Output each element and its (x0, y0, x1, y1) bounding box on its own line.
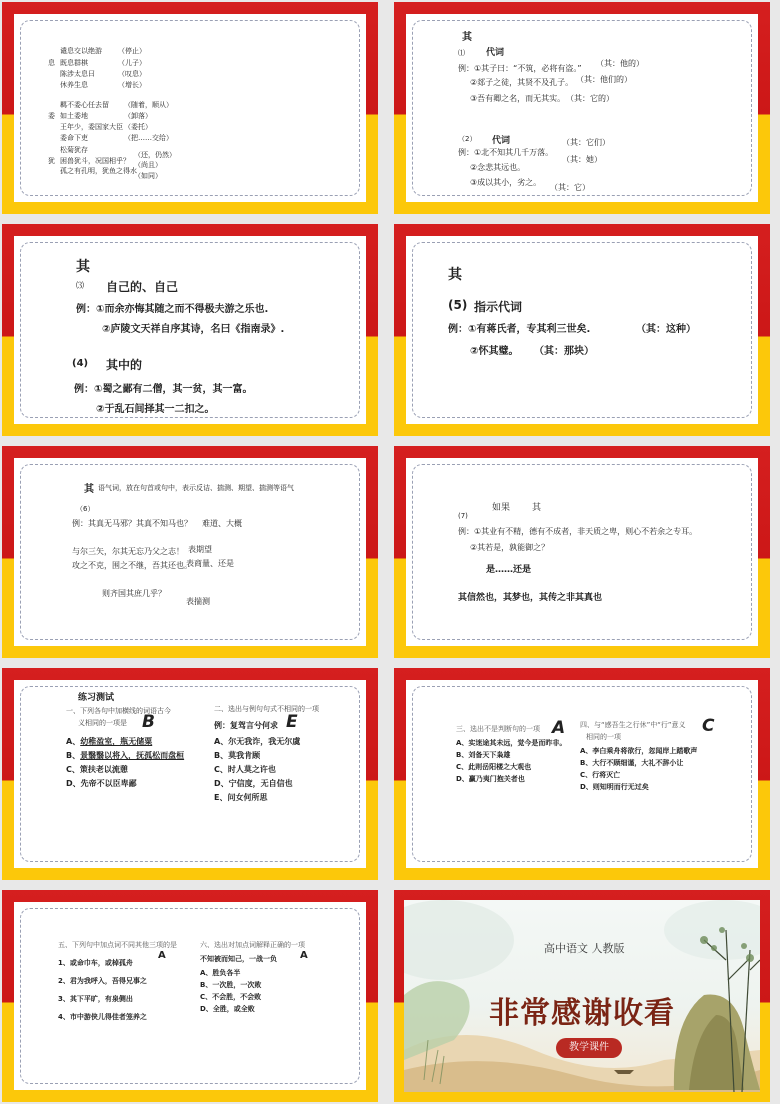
example-line: 攻之不克，围之不继，吾其还也。 (72, 561, 192, 570)
slide-9-practice-test[interactable] (2, 890, 378, 1102)
text-line: 谴息交以绝游 (60, 47, 102, 55)
option: C、策扶老以流憩 (66, 765, 128, 774)
question: 相同的一项 (586, 733, 621, 741)
annotation: （其：他的） (596, 59, 644, 68)
text-line: 如土委地 (60, 112, 88, 120)
note: （如同） (134, 172, 162, 180)
note: （尚且） (134, 161, 162, 169)
cover-title: 非常感谢收看 (489, 996, 675, 1031)
option: 1、或命巾车，或棹孤舟 (58, 959, 133, 967)
slide-3-qi-self[interactable] (2, 224, 378, 436)
option: D、赢乃夷门抱关者也 (456, 775, 525, 783)
annotation: （其：这种） (636, 324, 696, 335)
slide-10-thanks-cover[interactable] (394, 890, 770, 1102)
example-line: 例：①其业有不精，德有不成者，非天质之卑，则心不若余之专耳。 (458, 527, 698, 536)
option: B、景翳翳以将入，抚孤松而盘桓 (66, 751, 185, 760)
option: A、幼稚盈室，瓶无储粟 (66, 737, 153, 746)
item-number: ⑶ (76, 281, 84, 290)
text-line: 王年少，委国家大臣 (60, 123, 123, 131)
note: （儿子） (118, 59, 146, 67)
slide-1-word-meanings[interactable] (2, 2, 378, 214)
option: C、时人莫之许也 (214, 765, 276, 774)
courseware-badge[interactable]: 教学课件 (556, 1038, 622, 1058)
option: D、则知明而行无过矣 (580, 783, 649, 791)
option: A、胜负各半 (200, 969, 241, 977)
option: 4、市中游侠儿得佳者笼养之 (58, 1013, 147, 1021)
option: A、李白乘舟将欲行，忽闻岸上踏歌声 (580, 747, 698, 755)
answer: A (300, 950, 308, 961)
option: C、此则岳阳楼之大观也 (456, 763, 532, 771)
key-char: 息 (48, 59, 55, 67)
heading: 其中的 (106, 358, 143, 372)
question: 五、下列句中加点词不同其他三项的是 (58, 941, 177, 949)
note: （停止） (118, 47, 146, 55)
slide-panel (406, 236, 758, 424)
heading: 是……还是 (486, 565, 532, 575)
text-line: 休养生息 (60, 81, 88, 89)
question: 六、选出对加点词解释正确的一项 (200, 941, 305, 949)
text-line: 孤之有孔明，犹鱼之得水 (60, 167, 137, 175)
option: B、一次胜，一次败 (200, 981, 262, 989)
slide-4-qi-demonstrative[interactable] (394, 224, 770, 436)
item-number: (4) (72, 358, 89, 369)
item-number: （6） (76, 505, 95, 513)
annotation: （其：那块） (534, 346, 594, 357)
text-line: 陈涉太息曰 (60, 70, 95, 78)
note: （增长） (118, 81, 146, 89)
heading: 自己的、自己 (106, 280, 179, 294)
annotation: （其：它） (550, 183, 590, 192)
note: （卸落） (124, 112, 152, 120)
slide-panel (406, 458, 758, 646)
slide-panel (14, 680, 366, 868)
text-line: 委命下吏 (60, 134, 88, 142)
answer: C (702, 716, 715, 736)
item-number: ⑴ (458, 49, 465, 57)
slide-panel (406, 14, 758, 202)
answer: B (142, 712, 155, 732)
note: （还，仍然） (134, 151, 176, 159)
answer: A (158, 950, 166, 961)
note: （叹息） (118, 70, 146, 78)
slide-2-qi-pronoun[interactable] (394, 2, 770, 214)
annotation: （其：它们） (562, 138, 610, 147)
note: （委托） (124, 123, 152, 131)
option: B、刘备天下枭雄 (456, 751, 511, 759)
example-line: 例：①而余亦悔其随之而不得极夫游之乐也. (76, 304, 269, 315)
slide-panel (14, 14, 366, 202)
description: 语气词，放在句首或句中，表示反诘、揣测、期望、揣测等语气 (98, 484, 294, 492)
item-number: (7) (458, 512, 468, 520)
option: 3、其下平旷，有泉侧出 (58, 995, 133, 1003)
annotation: （其：它的） (566, 94, 614, 103)
example-line: ②于乱石间择其一二扣之。 (96, 404, 215, 415)
option: E、问女何所思 (214, 793, 268, 802)
question: 四、与“感吾生之行休”中“行”意义 (580, 721, 686, 729)
example-line: ③成以其小，劣之。 (470, 178, 542, 187)
slide-7-practice-test[interactable] (2, 668, 378, 880)
slide-title: 其 (76, 259, 90, 275)
slide-title: 练习测试 (78, 693, 115, 703)
example-line: 例：其真无马邪？其真不知马也？ (72, 519, 192, 528)
slide-5-qi-modal[interactable] (2, 446, 378, 658)
slide-panel (14, 458, 366, 646)
note: （把……交给） (124, 134, 173, 142)
heading: 代词 (486, 48, 505, 58)
option: D、宁信度，无自信也 (214, 779, 293, 788)
slide-title: 其 (462, 32, 472, 43)
option: A、实迷途其未远，觉今是而昨非。 (456, 739, 567, 747)
dashed-frame (412, 464, 752, 640)
annotation: （其：她） (562, 155, 602, 164)
question: 二、选出与例句句式不相同的一项 (214, 705, 319, 713)
example-line: 例：①北不知其几千万落。 (458, 148, 554, 157)
note: （随着，顺从） (124, 101, 173, 109)
heading: 如果 (492, 503, 511, 513)
question: 义相同的一项是 (78, 719, 127, 727)
item-number: (5) (448, 298, 468, 312)
annotation: 表商量、还是 (186, 559, 234, 568)
example-line: 其信然也，其梦也，其传之非其真也 (458, 593, 603, 603)
option: B、莫我肯顾 (214, 751, 261, 760)
question: 例：复驾言兮何求 (214, 721, 278, 730)
heading: 其 (532, 503, 542, 513)
example-line: 例：①其子曰：“不筑，必将有盗。” (458, 64, 582, 73)
slide-6-qi-conjunction[interactable] (394, 446, 770, 658)
slide-title: 其 (448, 267, 462, 283)
question: 一、下列各句中加横线的词语古今 (66, 707, 171, 715)
text-line: 羁不委心任去留 (60, 101, 109, 109)
key-char: 犹 (48, 157, 55, 165)
option: A、尔无我诈，我无尔虞 (214, 737, 301, 746)
option: D、先帝不以臣卑鄙 (66, 779, 137, 788)
slide-panel (14, 236, 366, 424)
annotation: 难道、大概 (202, 519, 242, 528)
text-line: 松菊犹存 (60, 146, 88, 154)
question: 不知被而知己，一战一负 (200, 955, 277, 963)
annotation: 表揣测 (186, 597, 210, 606)
dashed-frame (412, 20, 752, 196)
key-char: 委 (48, 112, 55, 120)
annotation: （其：他们的） (576, 75, 632, 84)
example-line: ②庐陵文天祥自序其诗，名曰《指南录》. (102, 324, 285, 335)
slide-panel (406, 680, 758, 868)
slide-8-practice-test[interactable] (394, 668, 770, 880)
option: B、大行不顾细谨，大礼不辞小让 (580, 759, 684, 767)
example-line: 与尔三矢，尔其无忘乃父之志！ (72, 547, 184, 556)
heading: 代词 (492, 136, 511, 146)
example-line: ③吾有卿之名，而无其实。 (470, 94, 566, 103)
heading: 指示代词 (474, 300, 523, 314)
example-line: ②念悲其远也。 (470, 163, 526, 172)
example-line: ②郯子之徒，其贤不及孔子。 (470, 78, 574, 87)
item-number: （2） (458, 135, 477, 143)
option: 2、君为我呼入，吾得兄事之 (58, 977, 147, 985)
example-line: 例：①有蒋氏者，专其利三世矣. (448, 324, 591, 335)
example-line: ②其若是，孰能御之？ (470, 543, 550, 552)
question: 三、选出不是判断句的一项 (456, 725, 540, 733)
answer: E (286, 712, 298, 732)
example-line: ②怀其璧。 (470, 346, 519, 357)
answer: A (552, 718, 566, 738)
cover-subtitle: 高中语文 人教版 (544, 942, 625, 955)
option: C、不会胜，不会败 (200, 993, 262, 1001)
example-line: 例：①蜀之鄙有二僧，其一贫，其一富。 (74, 384, 253, 395)
cover-panel (404, 900, 760, 1092)
option: C、行将灭亡 (580, 771, 621, 779)
annotation: 表期望 (188, 545, 212, 554)
slide-panel (14, 902, 366, 1090)
text-line: 困兽犹斗，况国相乎？ (60, 157, 130, 165)
example-line: 则齐国其庶几乎？ (102, 589, 166, 598)
option: D、全胜，或全败 (200, 1005, 255, 1013)
slide-title: 其 (84, 484, 94, 495)
text-line: 既息群棋 (60, 59, 88, 67)
